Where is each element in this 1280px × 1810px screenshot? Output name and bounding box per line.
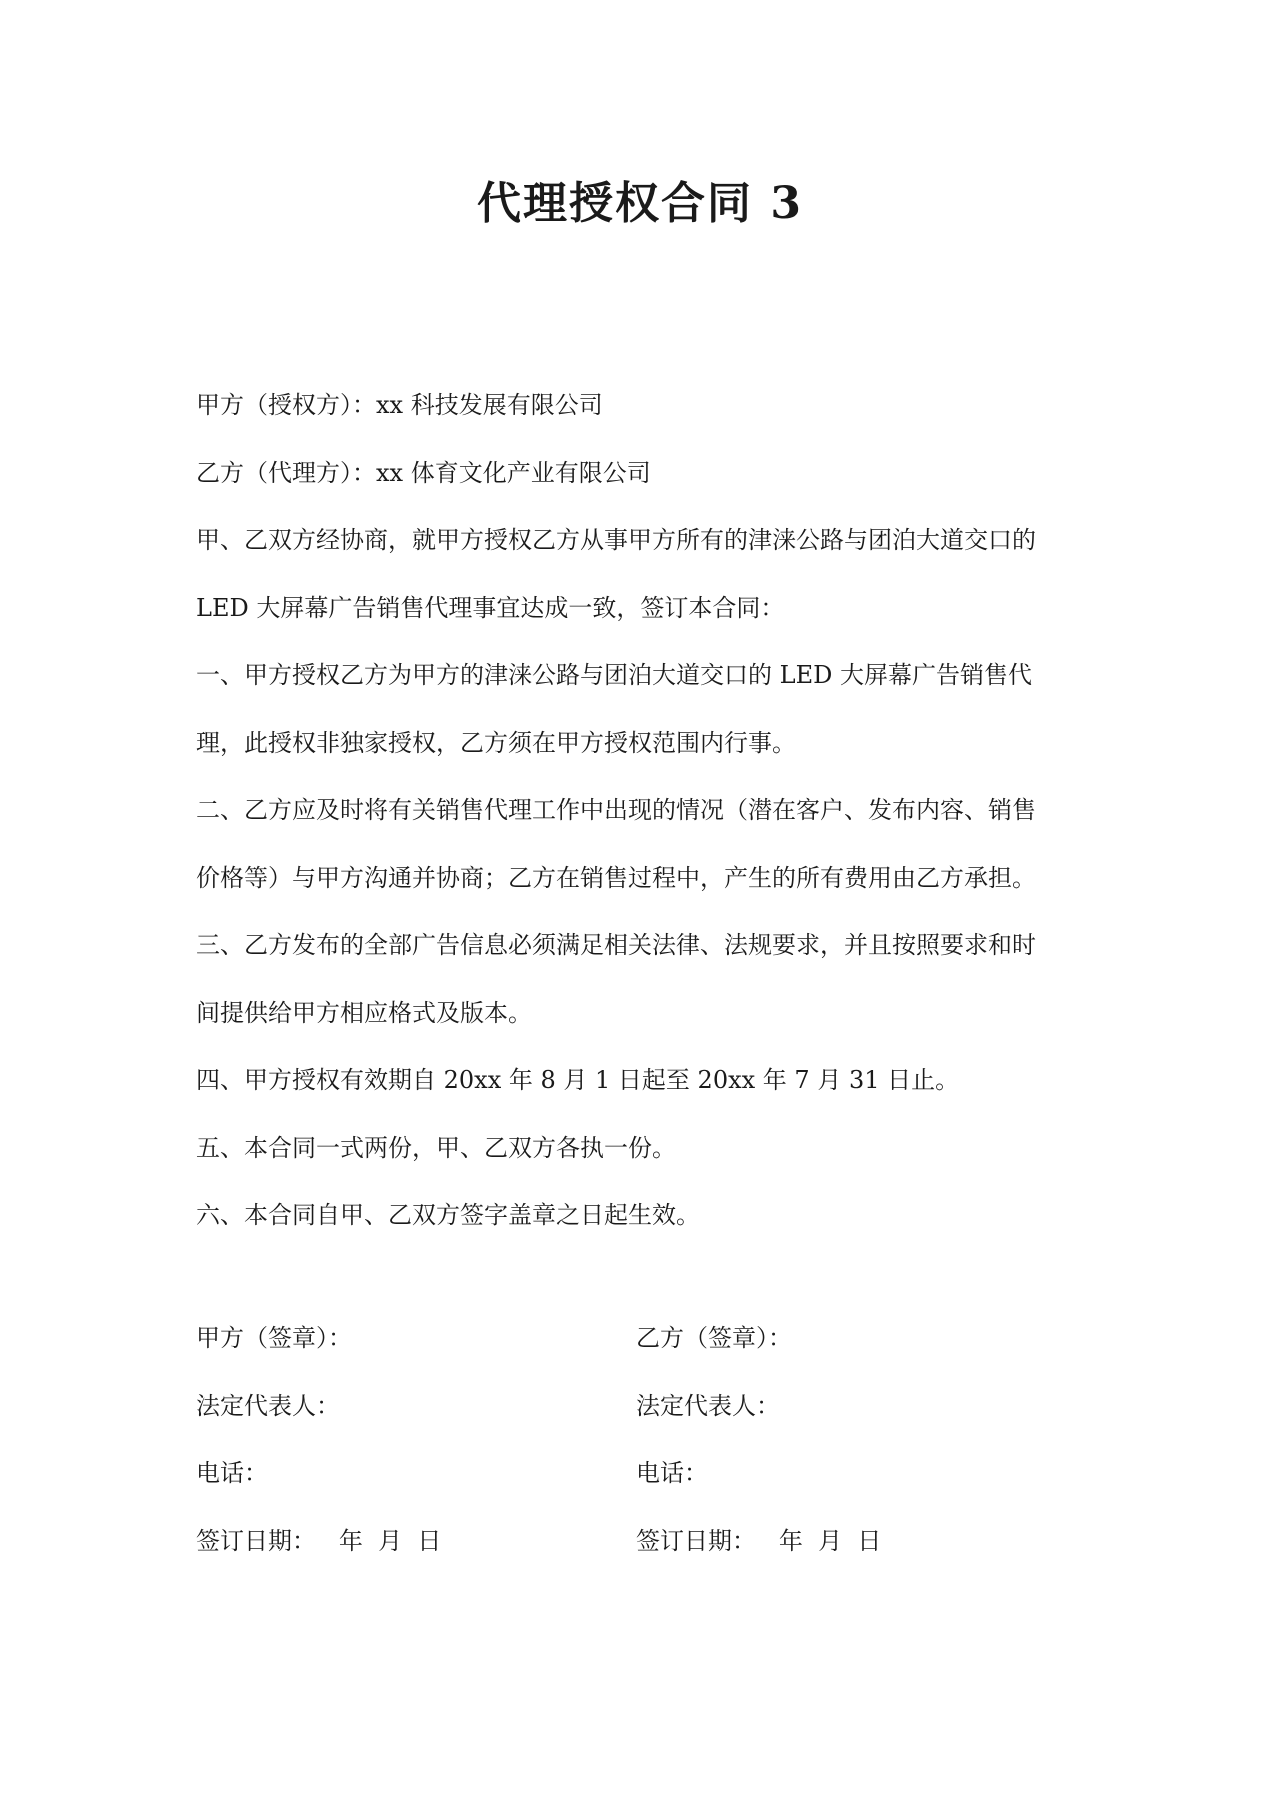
contract-body: [196, 372, 1096, 1250]
party-a-line: 甲方（授权方）：xx 科技发展有限公司: [196, 391, 603, 419]
clause-2-line-1: 二、乙方应及时将有关销售代理工作中出现的情况（潜在客户、发布内容、销售: [196, 796, 1036, 824]
document-title: 代理授权合同 3: [477, 178, 803, 229]
signature-row-date: [196, 1508, 1096, 1576]
preamble-line-1: 甲、乙双方经协商，就甲方授权乙方从事甲方所有的津涞公路与团泊大道交口的: [196, 526, 1036, 554]
clause-4-line: 四、甲方授权有效期自 20xx 年 8 月 1 日起至 20xx 年 7 月 31 日止。: [196, 1066, 960, 1094]
clause-3-line-2: 间提供给甲方相应格式及版本。: [196, 998, 532, 1027]
preamble-line-2: LED 大屏幕广告销售代理事宜达成一致，签订本合同：: [196, 593, 785, 622]
signature-block: [196, 1305, 1096, 1575]
party-b-line: 乙方（代理方）：xx 体育文化产业有限公司: [196, 458, 651, 487]
clause-5-line: 五、本合同一式两份，甲、乙双方各执一份。: [196, 1133, 676, 1162]
party-b-phone: 电话：: [636, 1459, 708, 1487]
clause-1-line-2: 理，此授权非独家授权，乙方须在甲方授权范围内行事。: [196, 728, 796, 757]
party-a-date: 签订日期： 年 月 日: [196, 1526, 442, 1555]
signature-row-phone: [196, 1440, 1096, 1508]
clause-3-line-1: 三、乙方发布的全部广告信息必须满足相关法律、法规要求，并且按照要求和时: [196, 931, 1036, 959]
party-a-seal: 甲方（签章）：: [196, 1324, 352, 1352]
party-a-phone: 电话：: [196, 1459, 268, 1487]
party-a-rep: 法定代表人：: [196, 1391, 340, 1420]
clause-2-line-2: 价格等）与甲方沟通并协商；乙方在销售过程中，产生的所有费用由乙方承担。: [196, 863, 1036, 892]
signature-row-seal: [196, 1305, 1096, 1373]
clause-1-line-1: 一、甲方授权乙方为甲方的津涞公路与团泊大道交口的 LED 大屏幕广告销售代: [196, 661, 1032, 689]
clause-6-line: 六、本合同自甲、乙双方签字盖章之日起生效。: [196, 1201, 700, 1229]
party-b-rep: 法定代表人：: [636, 1391, 780, 1420]
party-b-date: 签订日期： 年 月 日: [636, 1526, 882, 1555]
party-b-seal: 乙方（签章）：: [636, 1324, 792, 1352]
signature-row-rep: [196, 1373, 1096, 1441]
